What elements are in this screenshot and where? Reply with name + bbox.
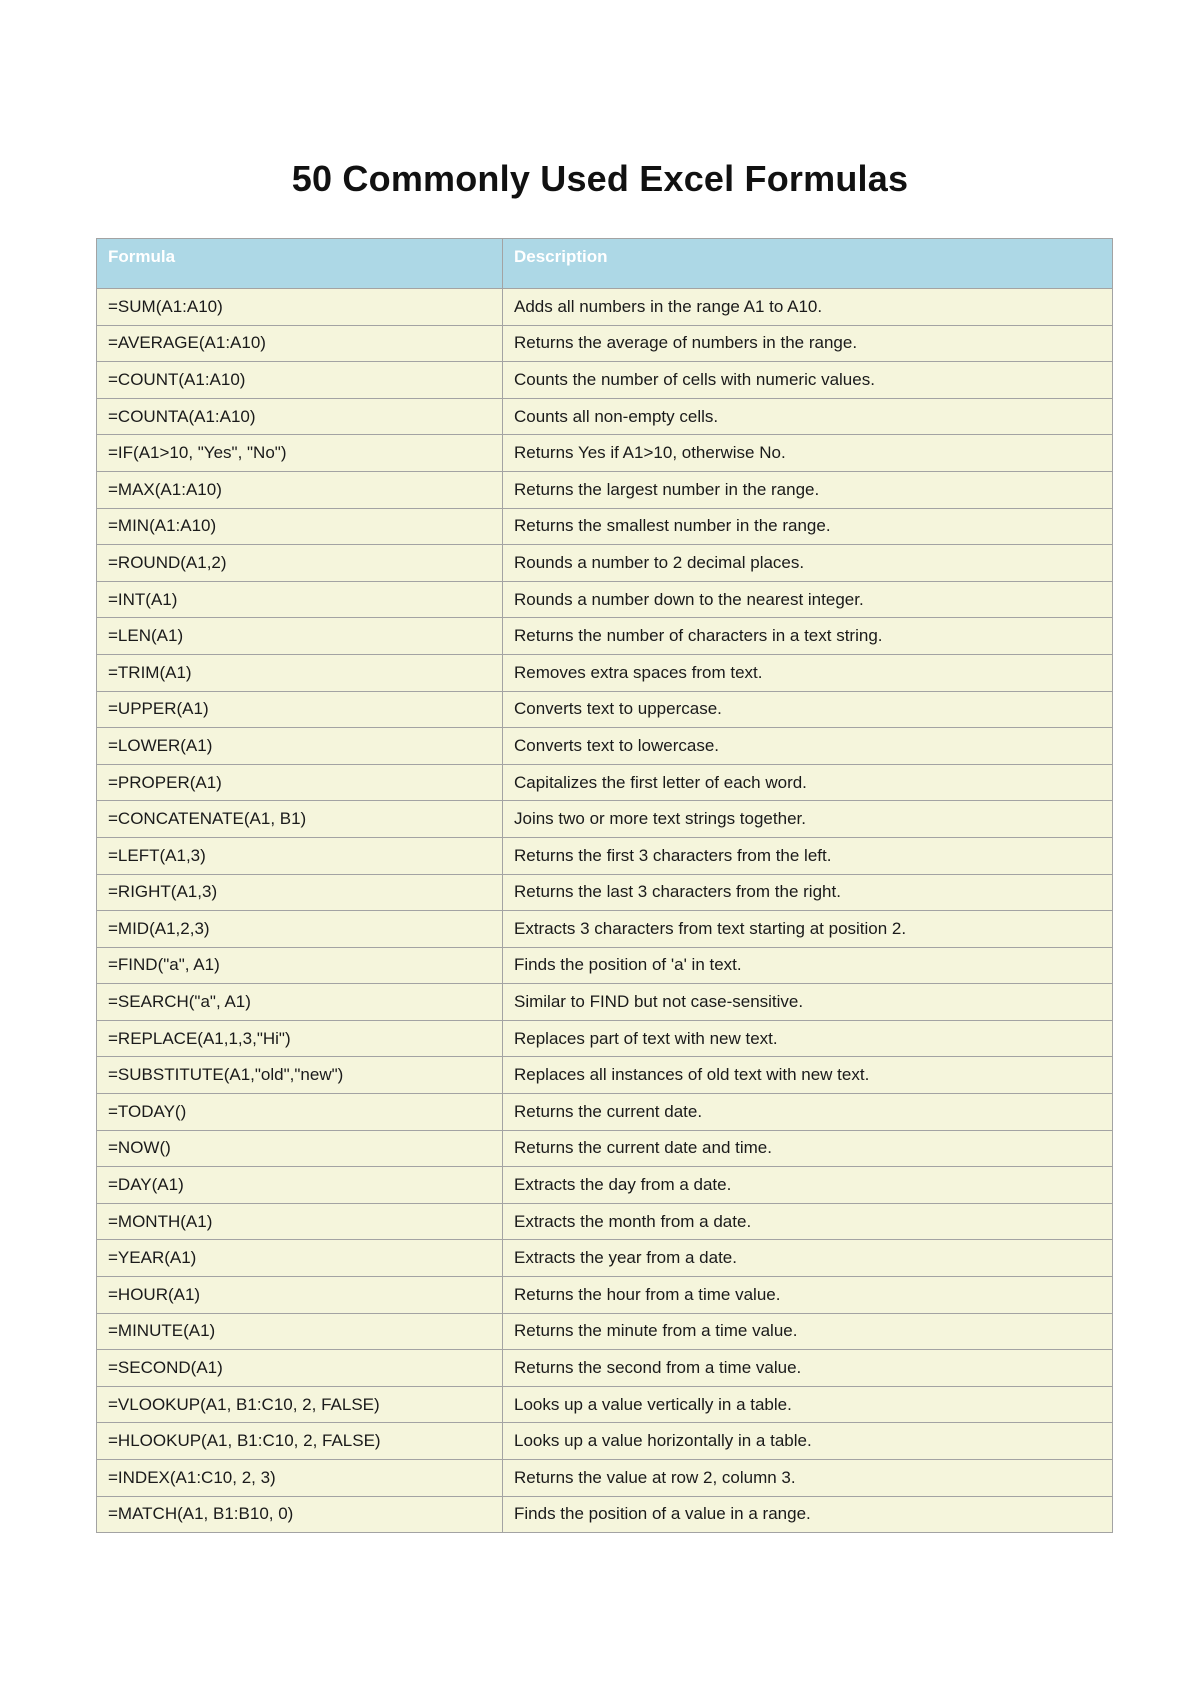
table-row — [97, 654, 1113, 691]
formula-cell: =INDEX(A1:C10, 2, 3) — [97, 1460, 503, 1497]
description-cell: Counts the number of cells with numeric values. — [503, 362, 1113, 399]
formula-cell: =NOW() — [97, 1130, 503, 1167]
formula-cell: =SECOND(A1) — [97, 1350, 503, 1387]
description-cell: Returns the first 3 characters from the left. — [503, 837, 1113, 874]
description-cell: Adds all numbers in the range A1 to A10. — [503, 289, 1113, 326]
table-row — [97, 947, 1113, 984]
description-cell: Extracts the year from a date. — [503, 1240, 1113, 1277]
table-row — [97, 1496, 1113, 1533]
description-cell: Extracts the day from a date. — [503, 1167, 1113, 1204]
description-cell: Returns the minute from a time value. — [503, 1313, 1113, 1350]
table-row — [97, 691, 1113, 728]
formula-cell: =MID(A1,2,3) — [97, 911, 503, 948]
formula-cell: =FIND("a", A1) — [97, 947, 503, 984]
description-cell: Returns the largest number in the range. — [503, 471, 1113, 508]
description-cell: Similar to FIND but not case-sensitive. — [503, 984, 1113, 1021]
formula-cell: =PROPER(A1) — [97, 764, 503, 801]
description-cell: Finds the position of 'a' in text. — [503, 947, 1113, 984]
table-row — [97, 471, 1113, 508]
table-row — [97, 1277, 1113, 1314]
description-cell: Returns Yes if A1>10, otherwise No. — [503, 435, 1113, 472]
table-row — [97, 1130, 1113, 1167]
description-cell: Replaces all instances of old text with new text. — [503, 1057, 1113, 1094]
formula-cell: =YEAR(A1) — [97, 1240, 503, 1277]
table-row — [97, 1460, 1113, 1497]
formula-cell: =LEN(A1) — [97, 618, 503, 655]
description-cell: Rounds a number down to the nearest integer. — [503, 581, 1113, 618]
table-row — [97, 728, 1113, 765]
description-cell: Extracts 3 characters from text starting at position 2. — [503, 911, 1113, 948]
page-title: 50 Commonly Used Excel Formulas — [291, 158, 909, 199]
description-cell: Returns the last 3 characters from the right. — [503, 874, 1113, 911]
formula-cell: =HOUR(A1) — [97, 1277, 503, 1314]
table-body — [97, 289, 1113, 1533]
formula-cell: =INT(A1) — [97, 581, 503, 618]
table-row — [97, 1057, 1113, 1094]
description-cell: Returns the number of characters in a text string. — [503, 618, 1113, 655]
description-cell: Converts text to uppercase. — [503, 691, 1113, 728]
formula-cell: =SEARCH("a", A1) — [97, 984, 503, 1021]
description-cell: Returns the current date and time. — [503, 1130, 1113, 1167]
column-header-description: Description — [503, 239, 1113, 289]
description-cell: Returns the hour from a time value. — [503, 1277, 1113, 1314]
description-cell: Returns the second from a time value. — [503, 1350, 1113, 1387]
formula-cell: =LEFT(A1,3) — [97, 837, 503, 874]
description-cell: Replaces part of text with new text. — [503, 1020, 1113, 1057]
table-row — [97, 508, 1113, 545]
table-row — [97, 911, 1113, 948]
formula-cell: =TODAY() — [97, 1094, 503, 1131]
formula-table — [96, 238, 1113, 1533]
formula-cell: =SUM(A1:A10) — [97, 289, 503, 326]
table-row — [97, 289, 1113, 326]
table-row — [97, 984, 1113, 1021]
table-row — [97, 1167, 1113, 1204]
table-row — [97, 618, 1113, 655]
description-cell: Removes extra spaces from text. — [503, 654, 1113, 691]
formula-cell: =IF(A1>10, "Yes", "No") — [97, 435, 503, 472]
table-row — [97, 362, 1113, 399]
formula-cell: =REPLACE(A1,1,3,"Hi") — [97, 1020, 503, 1057]
table-row — [97, 1350, 1113, 1387]
table-row — [97, 398, 1113, 435]
table-row — [97, 435, 1113, 472]
table-row — [97, 1313, 1113, 1350]
table-row — [97, 1020, 1113, 1057]
description-cell: Returns the smallest number in the range. — [503, 508, 1113, 545]
description-cell: Rounds a number to 2 decimal places. — [503, 545, 1113, 582]
table-row — [97, 581, 1113, 618]
table-row — [97, 1203, 1113, 1240]
formula-cell: =MAX(A1:A10) — [97, 471, 503, 508]
table-row — [97, 1386, 1113, 1423]
formula-cell: =ROUND(A1,2) — [97, 545, 503, 582]
formula-cell: =MINUTE(A1) — [97, 1313, 503, 1350]
table-row — [97, 801, 1113, 838]
formula-cell: =AVERAGE(A1:A10) — [97, 325, 503, 362]
formula-cell: =RIGHT(A1,3) — [97, 874, 503, 911]
formula-cell: =COUNT(A1:A10) — [97, 362, 503, 399]
formula-cell: =HLOOKUP(A1, B1:C10, 2, FALSE) — [97, 1423, 503, 1460]
formula-cell: =UPPER(A1) — [97, 691, 503, 728]
formula-cell: =VLOOKUP(A1, B1:C10, 2, FALSE) — [97, 1386, 503, 1423]
description-cell: Joins two or more text strings together. — [503, 801, 1113, 838]
description-cell: Finds the position of a value in a range. — [503, 1496, 1113, 1533]
table-row — [97, 874, 1113, 911]
table-header-row — [97, 239, 1113, 289]
description-cell: Extracts the month from a date. — [503, 1203, 1113, 1240]
formula-cell: =MIN(A1:A10) — [97, 508, 503, 545]
description-cell: Returns the current date. — [503, 1094, 1113, 1131]
description-cell: Converts text to lowercase. — [503, 728, 1113, 765]
description-cell: Returns the value at row 2, column 3. — [503, 1460, 1113, 1497]
formula-cell: =SUBSTITUTE(A1,"old","new") — [97, 1057, 503, 1094]
formula-cell: =COUNTA(A1:A10) — [97, 398, 503, 435]
table-row — [97, 837, 1113, 874]
table-row — [97, 1423, 1113, 1460]
table-row — [97, 764, 1113, 801]
formula-cell: =MONTH(A1) — [97, 1203, 503, 1240]
description-cell: Counts all non-empty cells. — [503, 398, 1113, 435]
formula-cell: =CONCATENATE(A1, B1) — [97, 801, 503, 838]
description-cell: Capitalizes the first letter of each word. — [503, 764, 1113, 801]
description-cell: Looks up a value vertically in a table. — [503, 1386, 1113, 1423]
description-cell: Returns the average of numbers in the range. — [503, 325, 1113, 362]
formula-cell: =LOWER(A1) — [97, 728, 503, 765]
table-row — [97, 545, 1113, 582]
formula-cell: =MATCH(A1, B1:B10, 0) — [97, 1496, 503, 1533]
column-header-formula: Formula — [97, 239, 503, 289]
table-row — [97, 1094, 1113, 1131]
formula-cell: =TRIM(A1) — [97, 654, 503, 691]
table-row — [97, 325, 1113, 362]
table-row — [97, 1240, 1113, 1277]
formula-cell: =DAY(A1) — [97, 1167, 503, 1204]
description-cell: Looks up a value horizontally in a table. — [503, 1423, 1113, 1460]
